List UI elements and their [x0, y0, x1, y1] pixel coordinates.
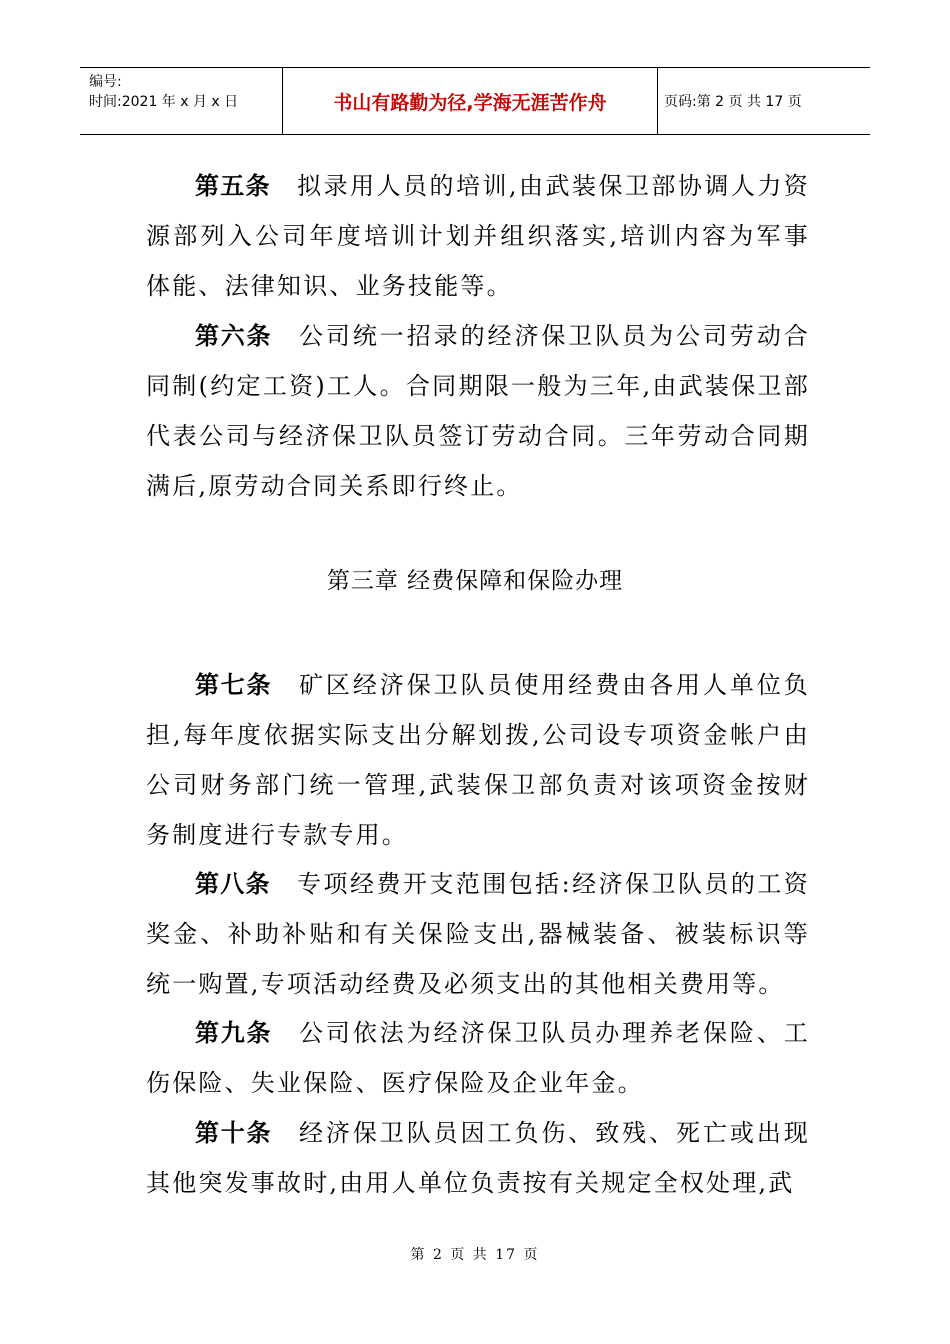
- article-label: 第九条: [195, 1019, 273, 1047]
- article-text: 拟录用人员的培训,由武装保卫部协调人力资源部列入公司年度培训计划并组织落实,培训内容为军事体能、法律知识、业务技能等。: [146, 172, 811, 300]
- article-8: [146, 859, 810, 1009]
- article-label: 第六条: [195, 322, 273, 350]
- chapter-title: 第三章 经费保障和保险办理: [326, 568, 624, 594]
- article-5: [146, 161, 810, 311]
- header-page-info: 页码:第 2 页 共 17 页: [664, 94, 802, 110]
- document-date-label: 时间:2021 年 x 月 x 日: [89, 94, 239, 110]
- article-label: 第十条: [195, 1119, 273, 1147]
- article-7: [146, 660, 810, 860]
- article-label: 第五条: [195, 172, 271, 200]
- header-meta: [80, 68, 283, 134]
- page-header: [80, 67, 870, 135]
- article-6: [146, 311, 810, 511]
- article-text: 矿区经济保卫队员使用经费由各用人单位负担,每年度依据实际支出分解划拨,公司设专项资金帐户由公司财务部门统一管理,武装保卫部负责对该项资金按财务制度进行专款专用。: [146, 671, 810, 849]
- article-text: 公司依法为经济保卫队员办理养老保险、工伤保险、失业保险、医疗保险及企业年金。: [146, 1019, 810, 1097]
- article-10: [146, 1108, 810, 1208]
- header-motto: 书山有路勤为径,学海无涯苦作舟: [283, 68, 658, 134]
- article-label: 第八条: [195, 870, 271, 898]
- article-9: [146, 1008, 810, 1108]
- article-label: 第七条: [195, 671, 273, 699]
- document-number-label: 编号:: [89, 74, 122, 90]
- page-footer: 第 2 页 共 17 页: [410, 1247, 540, 1263]
- article-text: 经济保卫队员因工负伤、致残、死亡或出现其他突发事故时,由用人单位负责按有关规定全权处理,武: [146, 1119, 810, 1197]
- article-text: 专项经费开支范围包括:经济保卫队员的工资奖金、补助补贴和有关保险支出,器械装备、被装标识等统一购置,专项活动经费及必须支出的其他相关费用等。: [146, 870, 811, 998]
- article-text: 公司统一招录的经济保卫队员为公司劳动合同制(约定工资)工人。合同期限一般为三年,由武装保卫部代表公司与经济保卫队员签订劳动合同。三年劳动合同期满后,原劳动合同关系即行终止。: [146, 322, 810, 500]
